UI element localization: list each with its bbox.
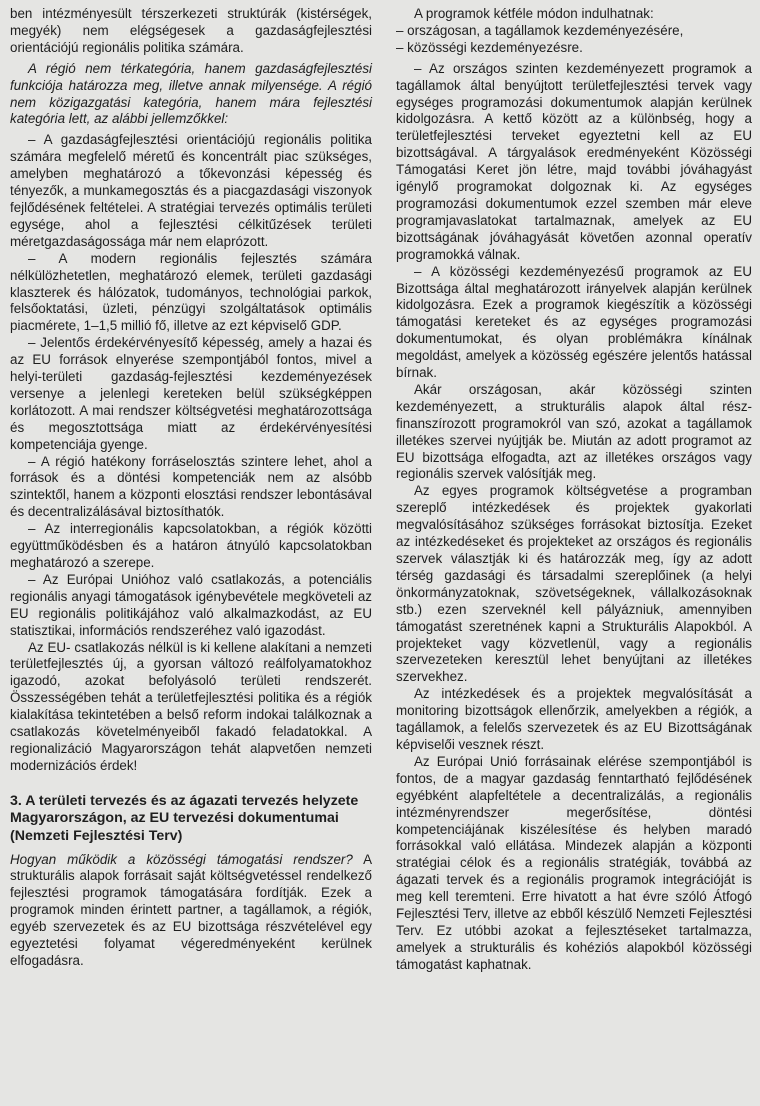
paragraph: Az intézkedések és a projektek megvalósítását a monitoring bizottságok ellenőrzik, amelyekben a régiók, a tagállamok, a felelős szervezetek és az EU Bizottságának képviselői vesznek részt. bbox=[396, 686, 752, 752]
paragraph: – Az Európai Unióhoz való csatlakozás, a potenciális regionális anyagi támogatások igénybevétele megköveteli az EU regionális politikájához való alkalmazkodást, az EU statisztikai, információs rendszeréhez való igazodást. bbox=[10, 571, 372, 638]
paragraph: ben intézményesült térszerkezeti struktúrák (kistérségek, megyék) nem elégségesek a gazdaságfejlesztési orientációjú regionális politika számára. bbox=[10, 6, 372, 55]
paragraph: – Az országos szinten kezdeményezett programok a tagállamok által benyújtott területfejlesztési tervek vagy egységes programozási dokumentumok alapján kerülnek kidolgozásra. A kettő között az a különbség, hogy a területfejlesztési terveket egyeztetni kell az EU bizottságával. A tárgyalások eredményeként Közösségi Támogatási Keret jön létre, majd további jóváhagyást igénylő programokat dolgoznak ki. Az egységes programozási dokumentumok ezzel szemben már eleve programjavaslatokat tartalmaznak, amelyek az EU bizottságának jóváhagyását követően azonnal operatív programokká válnak. bbox=[396, 60, 752, 262]
paragraph-italic: A régió nem térkategória, hanem gazdaságfejlesztési funkciója határozza meg, illetve annak milyensége. A régió nem közigazgatási kategória, hanem mára fejlesztési kategória lett, az alábbi jellemzőkkel: bbox=[10, 60, 372, 127]
left-column bbox=[10, 6, 372, 970]
intro-line: A programok kétféle módon indulhatnak: bbox=[414, 6, 654, 21]
paragraph: – Az interregionális kapcsolatokban, a régiók közötti együttműködésben és a határon átnyúló kapcsolatokban meghatározó a szerepe. bbox=[10, 521, 372, 570]
paragraph: – Jelentős érdekérvényesítő képesség, amely a hazai és az EU források elnyerése szempontjából fontos, mivel a helyi-területi gazdaság-fejlesztési kezdeményezések versenye a jelenlegi kereteken belül szükségképpen korlátozott. A mai rendszer költségvetési meghatározottsága és megosztottsága miatt az érdekérvényesítési kompetenciája gyenge. bbox=[10, 335, 372, 452]
list-item: – országosan, a tagállamok kezdeményezésére, bbox=[396, 22, 684, 38]
paragraph-rest: A strukturális alapok forrásait saját költségvetéssel rendelkező fejlesztési programok támogatására fordítják. Ezek a programok minden érintett partner, a tagállamok, a régiók, egyéb szervezetek és az EU bizottsága részvételével egy egyeztetési folyamat végeredményeként kerülnek elfogadásra. bbox=[10, 851, 372, 968]
right-column bbox=[396, 6, 752, 974]
paragraph: – A régió hatékony forráselosztás szintere lehet, ahol a források és a döntési kompetenciák nem az alsóbb szintektől, hanem a központi elosztási rendszer lebontásával és decentralizálásával biztosíthatók. bbox=[10, 453, 372, 520]
paragraph: Az Európai Unió forrásainak elérése szempontjából is fontos, de a magyar gazdaság fenntartható fejlődésének egyébként alapfeltétele a decentralizálás, a regionális intézményrendszer megerősítése, döntési kompetenciájának kiszélesítése és helyben maradó forrásokkal való ellátása. Mindezek alapján a központi stratégiai célok és a regionális stratégiák, továbbá az ágazati tervek és a regionális programok integrációját is meg kell teremteni. Erre hivatott a hat évre szóló Átfogó Fejlesztési Terv, illetve az ebből készülő Nemzeti Fejlesztési Terv. Ez utóbbi azokat a fejlesztéseket tartalmazza, amelyek a strukturális és kohéziós alapokból közösségi támogatást kaphatnak. bbox=[396, 753, 752, 972]
paragraph: – A közösségi kezdeményezésű programok az EU Bizottsága által meghatározott irányelvek alapján kerülnek kidolgozásra. Ezek a programok kiegészítik a közösségi támogatási kereteket és az egységes programozási dokumentumokat, és olyan problémákra kínálnak megoldást, amelyek a közösség egészére jelentős hatással bírnak. bbox=[396, 263, 752, 381]
paragraph: – A modern regionális fejlesztés számára nélkülözhetetlen, meghatározó elemek, területi gazdasági klaszterek és hálózatok, tudományos, technológiai parkok, felsőoktatási, üzleti, pénzügyi szolgáltatások optimális piacmérete, 1–1,5 millió fő, illetve az ezt képviselő GDP. bbox=[10, 250, 372, 334]
section-heading: 3. A területi tervezés és az ágazati tervezés helyzete Magyarországon, az EU tervezési dokumentumai (Nemzeti Fejlesztési Terv) bbox=[10, 792, 359, 844]
paragraph: – A gazdaságfejlesztési orientációjú regionális politika számára megfelelő méretű és koncentrált piac szükséges, amelyben meghatározó a tőkevonzási képesség és tényezők, a munkamegosztás és a piacgazdasági viszonyok fejlődésének feltételei. A stratégiai tervezés optimális területi egysége, ahol a fejlesztési célkitűzések területi méretgazdaságossága már nem elaprózott. bbox=[10, 132, 372, 249]
question-italic: Hogyan működik a közösségi támogatási rendszer? bbox=[10, 851, 353, 867]
paragraph: Az EU- csatlakozás nélkül is ki kellene alakítani a nemzeti területfejlesztés új, a gyorsan változó reálfolyamatokhoz igazodó, azokat befolyásoló területi rendszerét. Összességében tehát a területfejlesztési politika és a régiók kialakítása tekintetében a belső reform indokai találkoznak a csatlakozás követelményeiből fakadó feladatokkal. A regionalizáció Magyarországon tehát alapvetően nemzeti modernizációs érdek! bbox=[10, 639, 372, 773]
paragraph bbox=[10, 852, 372, 970]
list-item: – közösségi kezdeményezésre. bbox=[396, 39, 583, 55]
paragraph: Az egyes programok költségvetése a programban szereplő intézkedések és projektek gyakorlati megvalósításához szükséges forrásokat biztosítja. Ezeket az intézkedéseket és projekteket az országos és regionális szervek választják ki és határozzák meg, így az adott térség gazdasági és társadalmi szereplőinek (a helyi önkormányzatoknak, szövetségeknek, vállalkozásoknak stb.) ezen szerveknél kell pályázniuk, amennyiben támogatást szeretnének kapni a Strukturális Alapokból. A projekteket vagy közvetlenül, vagy a regionális szervezeteken keresztül lehet benyújtani az illetékes szervekhez. bbox=[396, 483, 752, 685]
paragraph: Akár országosan, akár közösségi szinten kezdeményezett, a strukturális alapok által rész-finanszírozott programokról van szó, azokat a tagállamok illetékes szervei nyújtják be. Miután az adott programot az EU bizottsága elfogadta, azt az illetékes országos vagy regionális szervek valósítják meg. bbox=[396, 381, 752, 482]
